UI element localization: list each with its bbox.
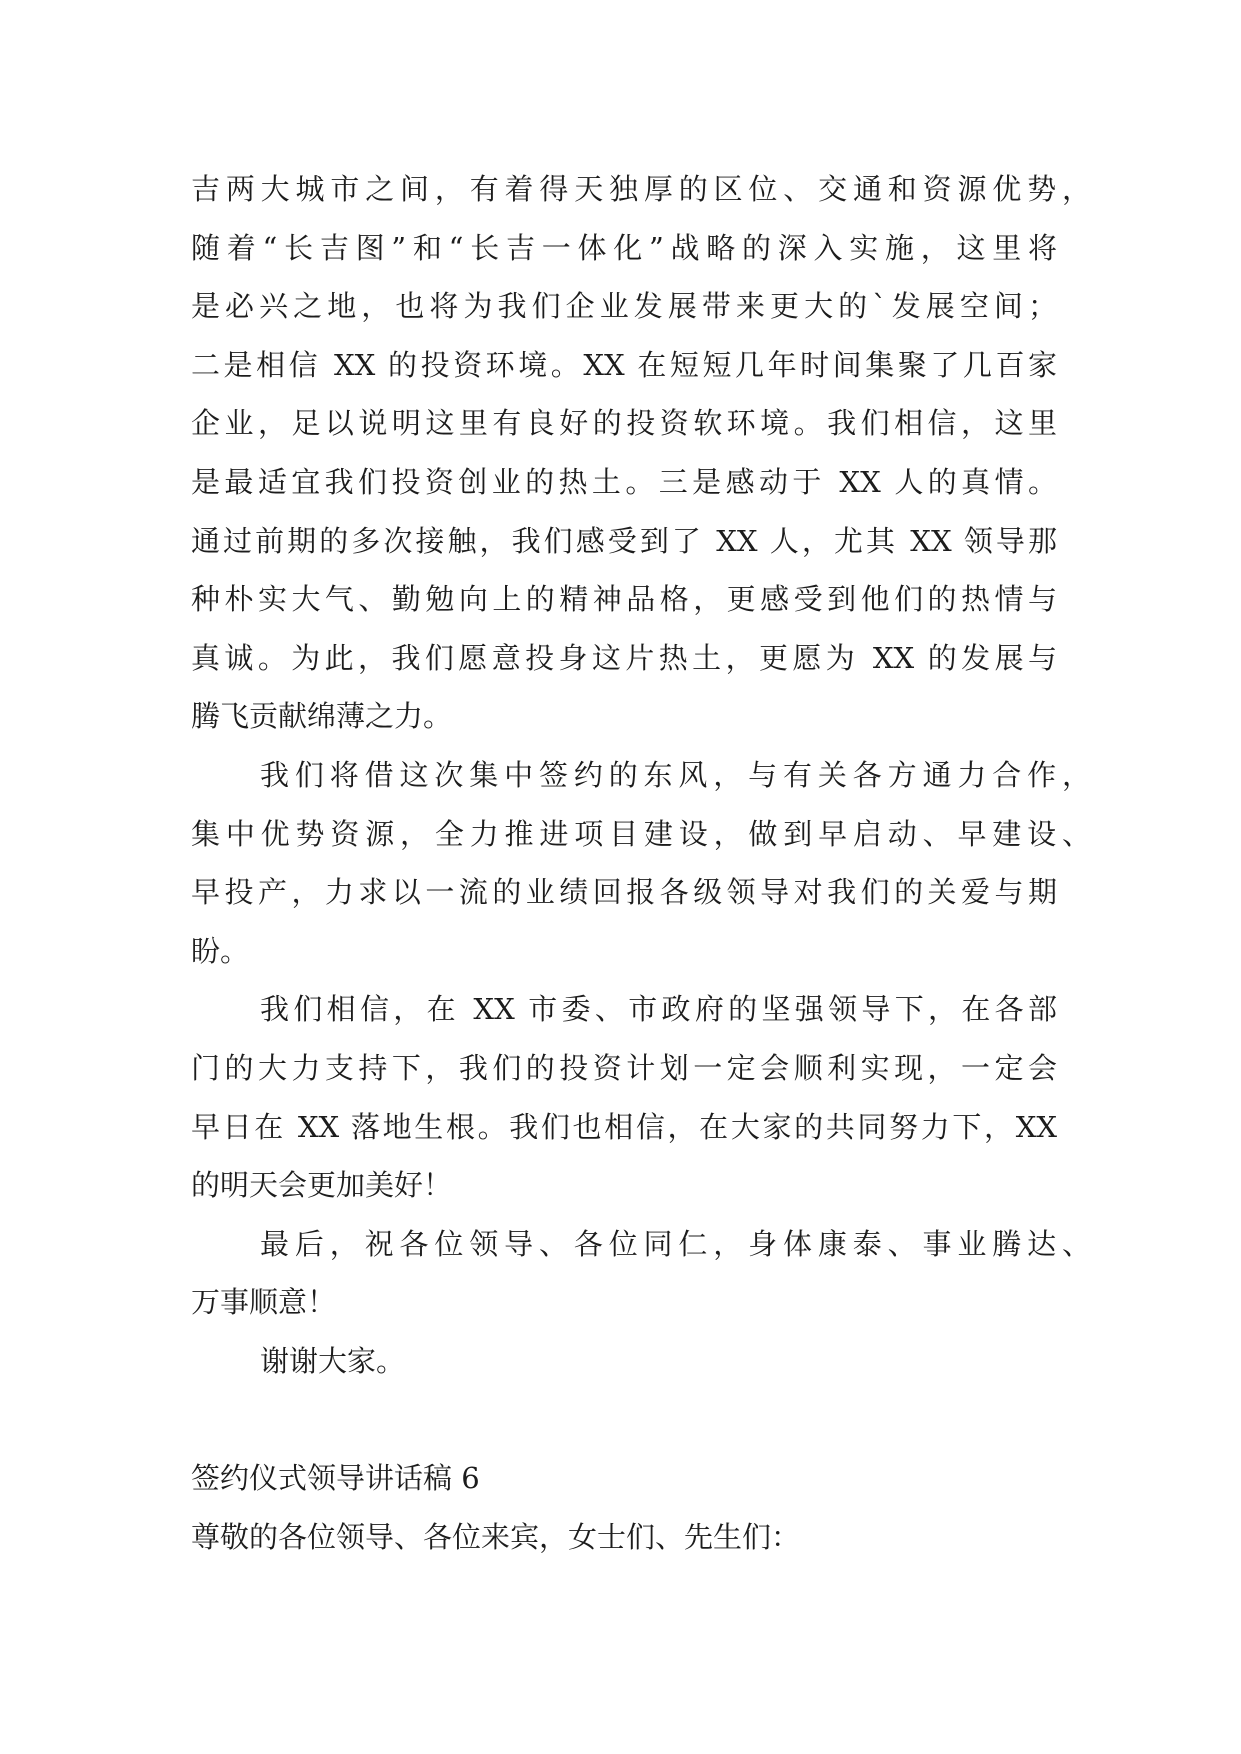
text-line: 二是相信 XX 的投资环境。XX 在短短几年时间集聚了几百家 — [191, 347, 1057, 382]
section-heading: 签约仪式领导讲话稿 6 — [191, 1461, 480, 1496]
text-line: 腾飞贡献绵薄之力。 — [191, 699, 453, 734]
text-line: 谢谢大家。 — [260, 1343, 406, 1378]
text-line: 企业，足以说明这里有良好的投资软环境。我们相信，这里 — [191, 406, 1057, 441]
blank-line — [191, 1390, 1057, 1449]
text-line: 通过前期的多次接触，我们感受到了 XX 人，尤其 XX 领导那 — [191, 523, 1057, 558]
paragraph-closing-wishes — [191, 1215, 1091, 1332]
text-line: 种朴实大气、勤勉向上的精神品格，更感受到他们的热情与 — [191, 582, 1057, 617]
salutation: 尊敬的各位领导、各位来宾，女士们、先生们： — [191, 1519, 801, 1554]
text-line: 最后，祝各位领导、各位同仁，身体康泰、事业腾达、 — [260, 1226, 1091, 1261]
text-line: 集中优势资源，全力推进项目建设，做到早启动、早建设、 — [191, 816, 1091, 851]
text-line: 真诚。为此，我们愿意投身这片热土，更愿为 XX 的发展与 — [191, 640, 1057, 675]
text-line: 是最适宜我们投资创业的热土。三是感动于 XX 人的真情。 — [191, 464, 1057, 499]
text-line: 万事顺意！ — [191, 1285, 337, 1320]
document-body — [191, 160, 1091, 1566]
paragraph-cooperation — [191, 746, 1091, 980]
paragraph-thanks — [191, 1332, 1057, 1391]
text-line: 早日在 XX 落地生根。我们也相信，在大家的共同努力下，XX — [191, 1109, 1057, 1144]
text-line: 门的大力支持下，我们的投资计划一定会顺利实现，一定会 — [191, 1050, 1057, 1085]
text-line: 我们相信，在 XX 市委、市政府的坚强领导下，在各部 — [260, 992, 1057, 1027]
text-line: 的明天会更加美好！ — [191, 1168, 453, 1203]
text-line: 随着“长吉图”和“长吉一体化”战略的深入实施，这里将 — [191, 230, 1057, 265]
text-line: 吉两大城市之间，有着得天独厚的区位、交通和资源优势， — [191, 172, 1091, 206]
text-line: 是必兴之地，也将为我们企业发展带来更大的`发展空间； — [191, 289, 1057, 324]
text-line: 盼。 — [191, 933, 250, 968]
text-line: 我们将借这次集中签约的东风，与有关各方通力合作， — [260, 757, 1091, 792]
paragraph-investment-reasons — [191, 160, 1091, 746]
paragraph-confidence — [191, 980, 1057, 1214]
text-line: 早投产，力求以一流的业绩回报各级领导对我们的关爱与期 — [191, 875, 1057, 910]
